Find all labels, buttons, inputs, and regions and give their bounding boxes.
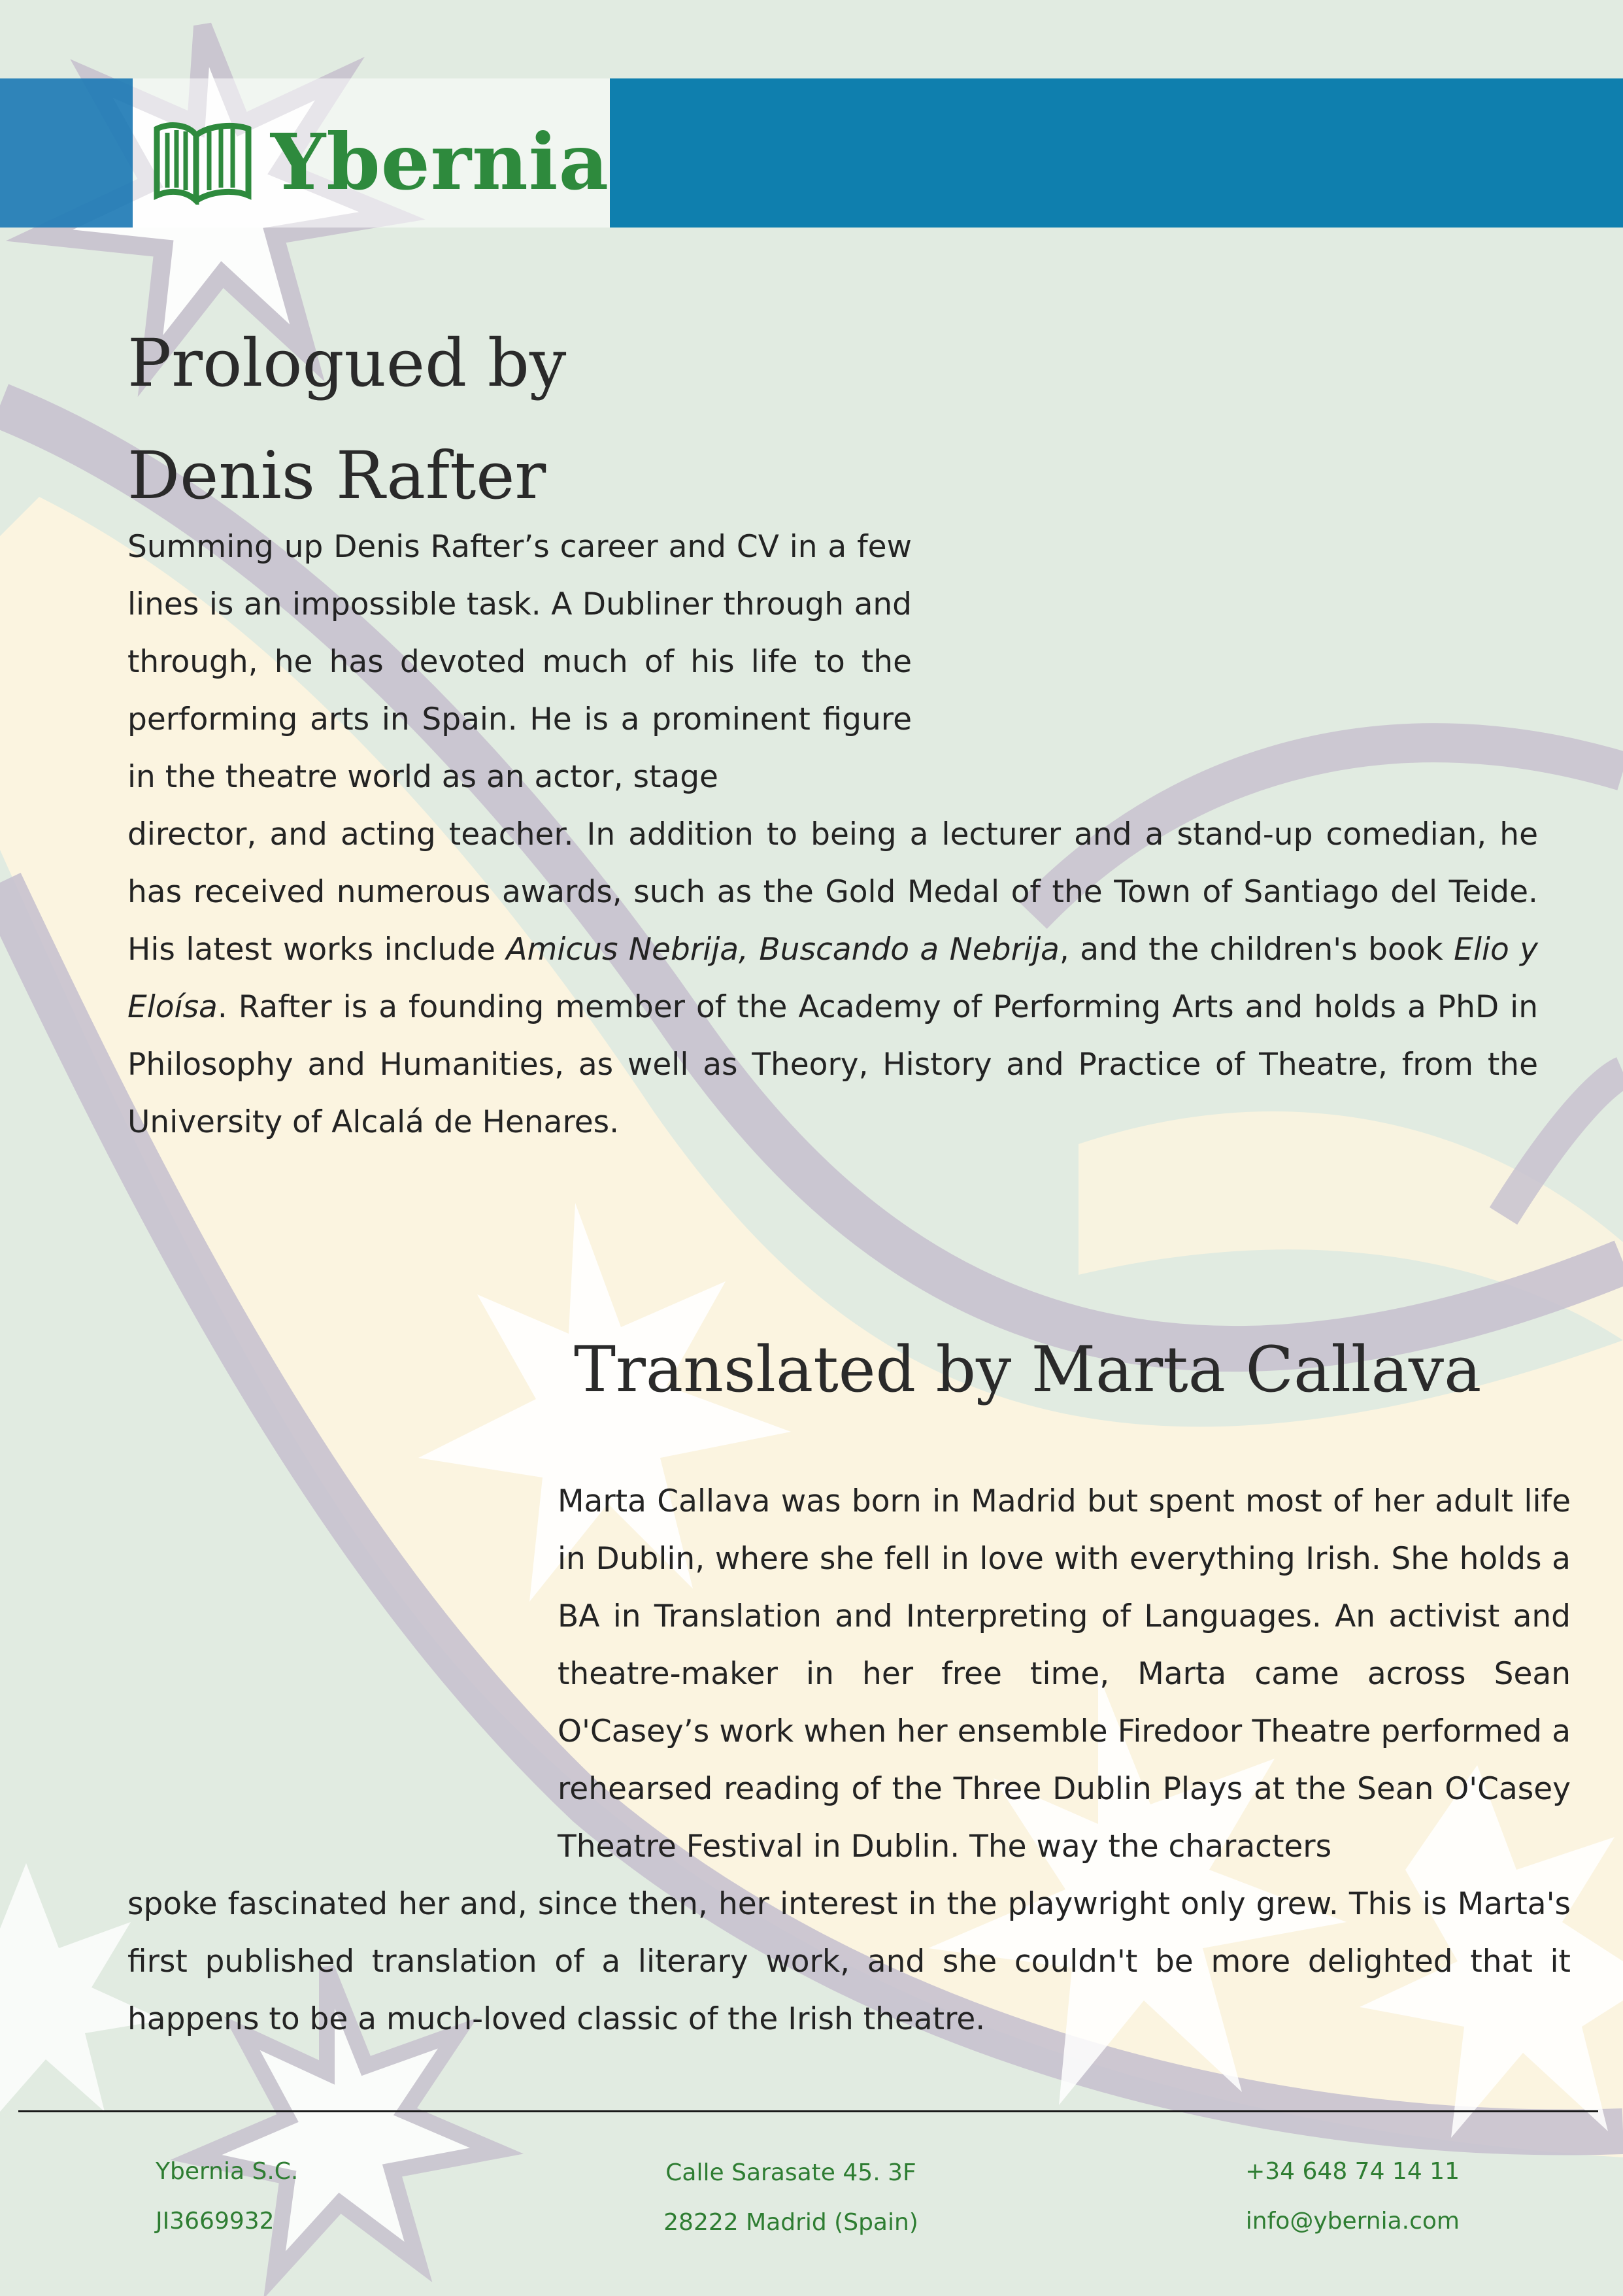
prologue-text-a: director, and acting teacher. In addition to being a lecturer and a stand-up comedian, he has received numerous awards, such as the Gold Medal of the Town of Santiago del Teide. His latest works include xyxy=(127,817,1538,968)
translator-heading: Translated by Marta Callava xyxy=(574,1333,1482,1406)
prologue-works-title: Amicus Nebrija, Buscando a Nebrija xyxy=(506,932,1060,968)
prologue-paragraph-1: Summing up Denis Rafter’s career and CV in a few lines is an impossible task. A Dubliner through and through, he has devoted much of his life to the performing arts in Spain. He is a prominent figure in the theatre world as an actor, stage xyxy=(127,529,912,795)
header-band-left xyxy=(0,78,133,228)
header-band-right xyxy=(610,78,1623,228)
prologue-book-title: Elio y Eloísa xyxy=(127,932,1538,1025)
translator-paragraph-1: Marta Callava was born in Madrid but spent most of her adult life in Dublin, where she fell in love with everything Irish. She holds a BA in Translation and Interpreting of Languages. An activist and theatre-maker in her free time, Marta came across Sean O'Casey’s work when her ensemble Firedoor Theatre performed a rehearsed reading of the Three Dublin Plays at the Sean O'Casey Theatre Festival in Dublin. The way the characters xyxy=(558,1483,1571,1865)
footer-divider xyxy=(18,2110,1598,2112)
prologue-heading xyxy=(127,307,716,532)
footer-email: info@ybernia.com xyxy=(1245,2208,1460,2235)
footer-phone: +34 648 74 14 11 xyxy=(1245,2158,1460,2185)
prologue-text-c: . Rafter is a founding member of the Academy of Performing Arts and holds a PhD in Philosophy and Humanities, as well as Theory, History and Practice of Theatre, from the University of Alcalá de Henares. xyxy=(127,989,1538,1140)
prologue-heading-line1: Prologued by xyxy=(127,325,567,401)
footer-address-block xyxy=(654,2148,928,2248)
prologue-text-b: , and the children's book xyxy=(1059,932,1454,968)
prologue-heading-line2: Denis Rafter xyxy=(127,437,546,514)
footer-contact-block xyxy=(1111,2147,1460,2246)
translator-paragraph-2: spoke fascinated her and, since then, her interest in the playwright only grew. This is Marta's first published translation of a literary work, and she couldn't be more delighted that it happens to be a much-loved classic of the Irish theatre. xyxy=(127,1886,1571,2037)
footer-address-line2: 28222 Madrid (Spain) xyxy=(663,2209,918,2236)
prologue-paragraph-2 xyxy=(127,806,1538,1151)
brand-name: Ybernia xyxy=(271,116,610,207)
footer-company-block xyxy=(156,2147,482,2246)
brand-logo xyxy=(150,116,609,207)
footer-address-line1: Calle Sarasate 45. 3F xyxy=(665,2159,916,2186)
harp-book-icon xyxy=(150,120,255,205)
footer-tax-id: JI3669932 xyxy=(156,2208,275,2235)
footer-company-name: Ybernia S.C. xyxy=(156,2158,299,2185)
